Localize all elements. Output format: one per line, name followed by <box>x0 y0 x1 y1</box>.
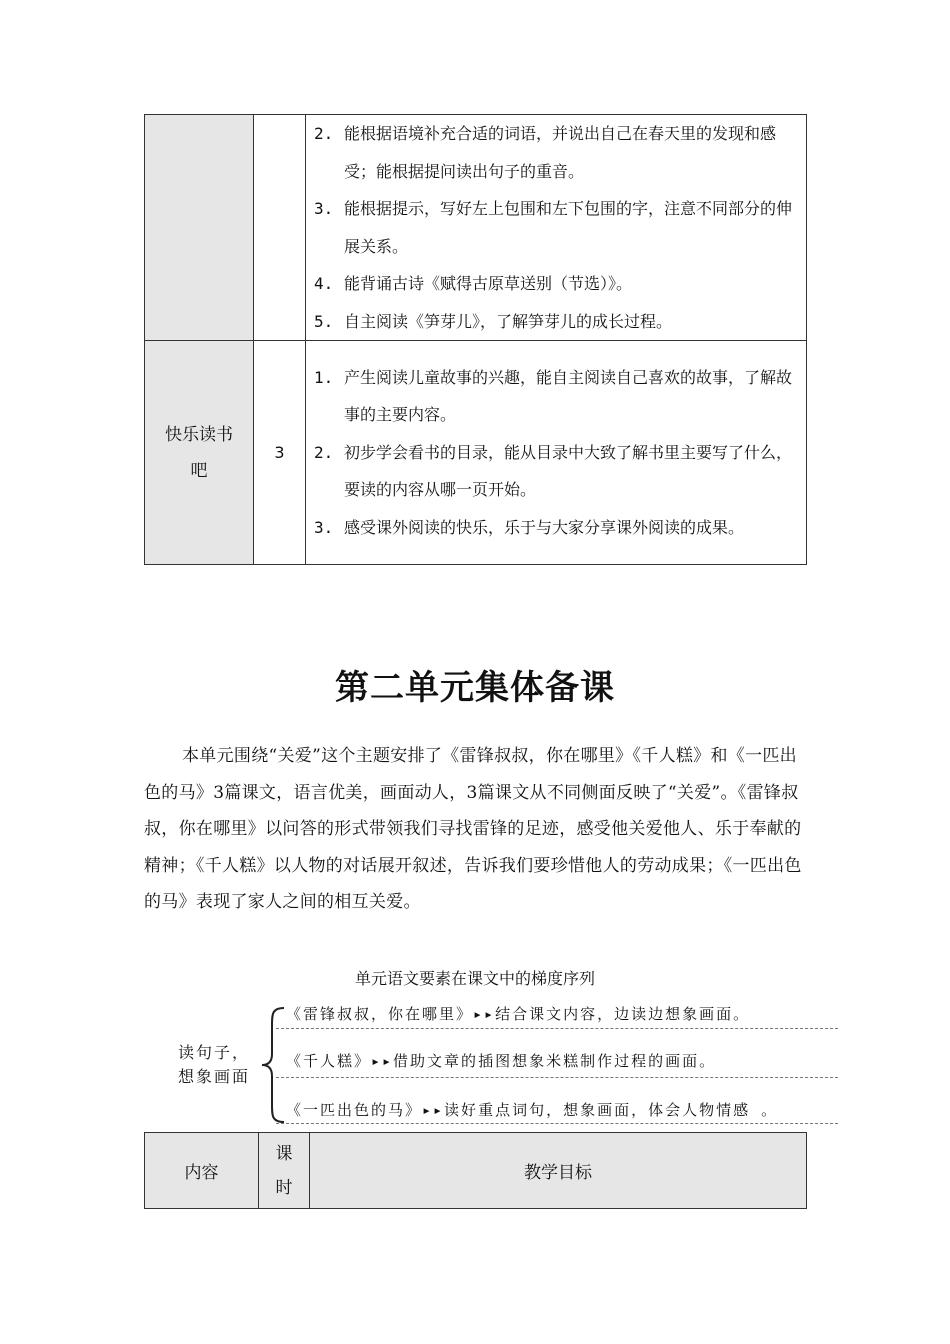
brace-icon <box>258 1004 288 1126</box>
diagram-title: 单元语文要素在课文中的梯度序列 <box>354 969 595 988</box>
header-goals: 教学目标 <box>310 1133 807 1209</box>
dashed-divider <box>276 1123 838 1124</box>
dashed-divider <box>276 1077 838 1078</box>
lesson-name-cell <box>145 115 254 341</box>
lesson-hours-cell: 3 <box>254 341 306 565</box>
diagram-line: 《一匹出色的马》▸▸读好重点词句，想象画面，体会人物情感 。 <box>286 1101 779 1119</box>
goal-item: 4. 能背诵古诗《赋得古原草送别（节选）》。 <box>314 274 633 293</box>
diagram-line: 《千人糕》▸▸借助文章的插图想象米糕制作过程的画面。 <box>286 1052 717 1070</box>
next-unit-goals-table <box>144 1132 807 1209</box>
goal-item: 2. 初步学会看书的目录，能从目录中大致了解书里主要写了什么，要读的内容从哪一页开始。 <box>314 442 793 500</box>
diagram-root-label: 读句子，想象画面 <box>178 1043 251 1086</box>
diagram-line: 《雷锋叔叔，你在哪里》▸▸结合课文内容，边读边想象画面。 <box>286 1005 751 1023</box>
table-row <box>145 341 807 565</box>
lesson-name-cell: 快乐读书吧 <box>145 341 254 565</box>
goals-cell <box>306 341 807 565</box>
header-content: 内容 <box>145 1133 259 1209</box>
section-title: 第二单元集体备课 <box>335 668 615 708</box>
goal-item: 3. 能根据提示，写好左上包围和左下包围的字，注意不同部分的伸展关系。 <box>314 199 793 256</box>
goal-item: 5. 自主阅读《笋芽儿》，了解笋芽儿的成长过程。 <box>314 311 673 331</box>
dashed-divider <box>276 1028 838 1029</box>
header-hours: 课时 <box>259 1133 310 1209</box>
lesson-hours-cell <box>254 115 306 341</box>
goal-item: 2. 能根据语境补充合适的词语，并说出自己在春天里的发现和感受；能根据提问读出句子的重音。 <box>314 124 777 181</box>
table-header-row <box>145 1133 807 1209</box>
goals-cell <box>306 115 807 341</box>
table-row <box>145 115 807 341</box>
goal-item: 1. 产生阅读儿童故事的兴趣，能自主阅读自己喜欢的故事，了解故事的主要内容。 <box>314 367 793 425</box>
unit-introduction: 本单元围绕“关爱”这个主题安排了《雷锋叔叔，你在哪里》《千人糕》和《一匹出色的马》3篇课文，语言优美，画面动人，3篇课文从不同侧面反映了“关爱”。《雷锋叔叔，你在哪里》以问答的形式带领我们寻找雷锋的足迹，感受他关爱他人、乐于奉献的精神；《千人糕》以人物的对话展开叙述，告诉我们要珍惜他人的劳动成果；《一匹出色的马》表现了家人之间的相互关爱。 <box>144 746 802 912</box>
unit-goals-table-continued <box>144 114 807 565</box>
goal-item: 3. 感受课外阅读的快乐，乐于与大家分享课外阅读的成果。 <box>314 517 745 537</box>
